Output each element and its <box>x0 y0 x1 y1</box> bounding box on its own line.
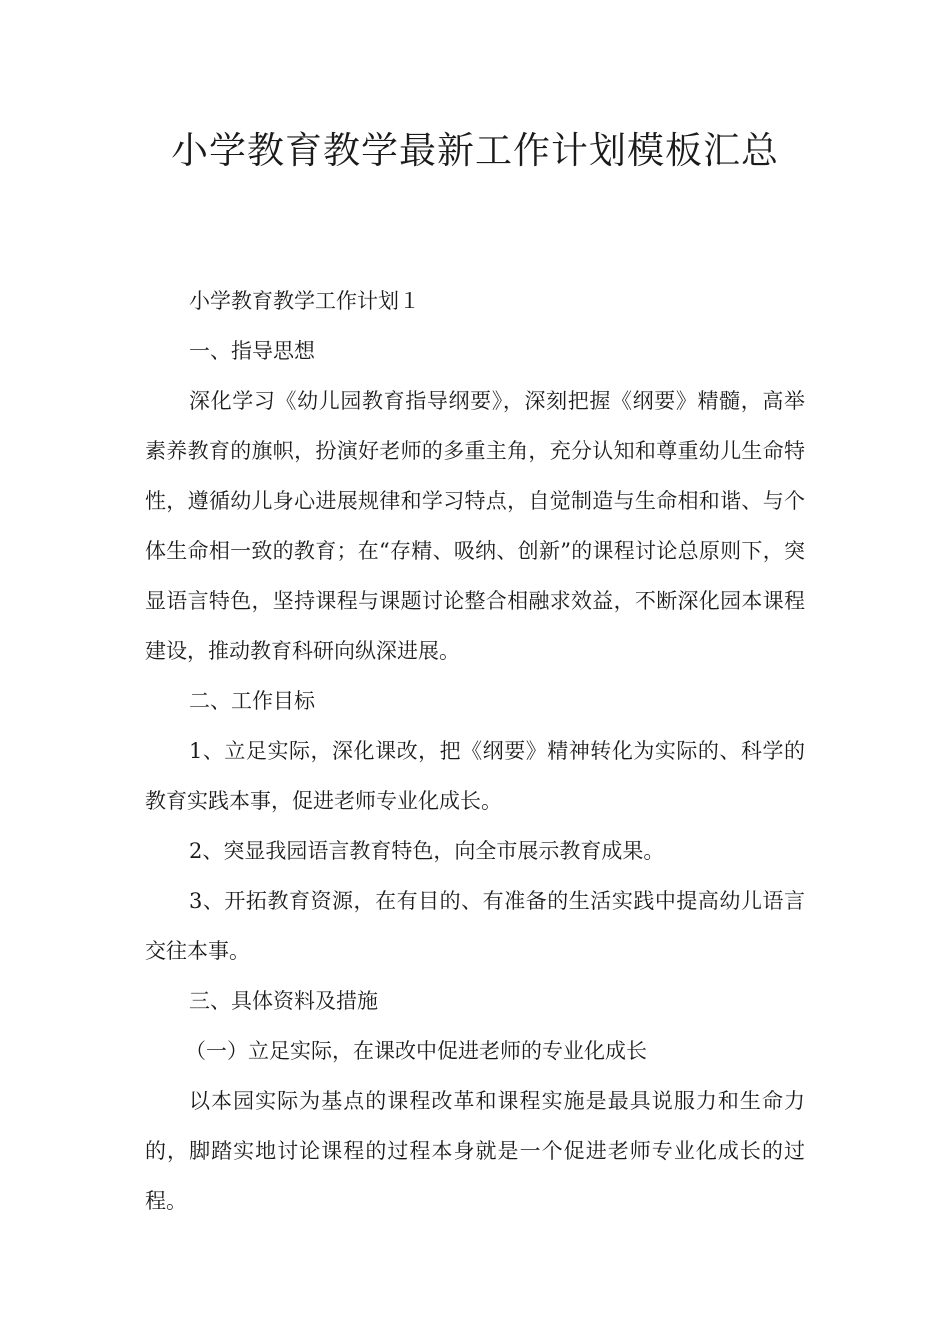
goal-2: 2、突显我园语言教育特色，向全市展示教育成果。 <box>189 839 665 863</box>
goal-1: 1、立足实际，深化课改，把《纲要》精神转化为实际的、科学的教育实践本事，促进老师专业化成长。 <box>145 739 805 813</box>
section-1-heading: 一、指导思想 <box>189 339 315 363</box>
goal-3: 3、开拓教育资源，在有目的、有准备的生活实践中提高幼儿语言交往本事。 <box>145 889 805 963</box>
document-body <box>145 276 805 1226</box>
subsection-1-body: 以本园实际为基点的课程改革和课程实施是最具说服力和生命力的，脚踏实地讨论课程的过程本身就是一个促进老师专业化成长的过程。 <box>145 1089 805 1213</box>
section-1-body: 深化学习《幼儿园教育指导纲要》，深刻把握《纲要》精髓，高举素养教育的旗帜，扮演好老师的多重主角，充分认知和尊重幼儿生命特性，遵循幼儿身心进展规律和学习特点，自觉制造与生命相和谐、与个体生命相一致的教育；在“存精、吸纳、创新”的课程讨论总原则下，突显语言特色，坚持课程与课题讨论整合相融求效益，不断深化园本课程建设，推动教育科研向纵深进展。 <box>145 389 805 663</box>
document-title: 小学教育教学最新工作计划模板汇总 <box>171 129 779 172</box>
section-2-heading: 二、工作目标 <box>189 689 315 713</box>
subsection-1-heading: （一）立足实际，在课改中促进老师的专业化成长 <box>185 1039 647 1063</box>
section-3-heading: 三、具体资料及措施 <box>189 989 378 1013</box>
plan-heading: 小学教育教学工作计划１ <box>189 289 420 313</box>
